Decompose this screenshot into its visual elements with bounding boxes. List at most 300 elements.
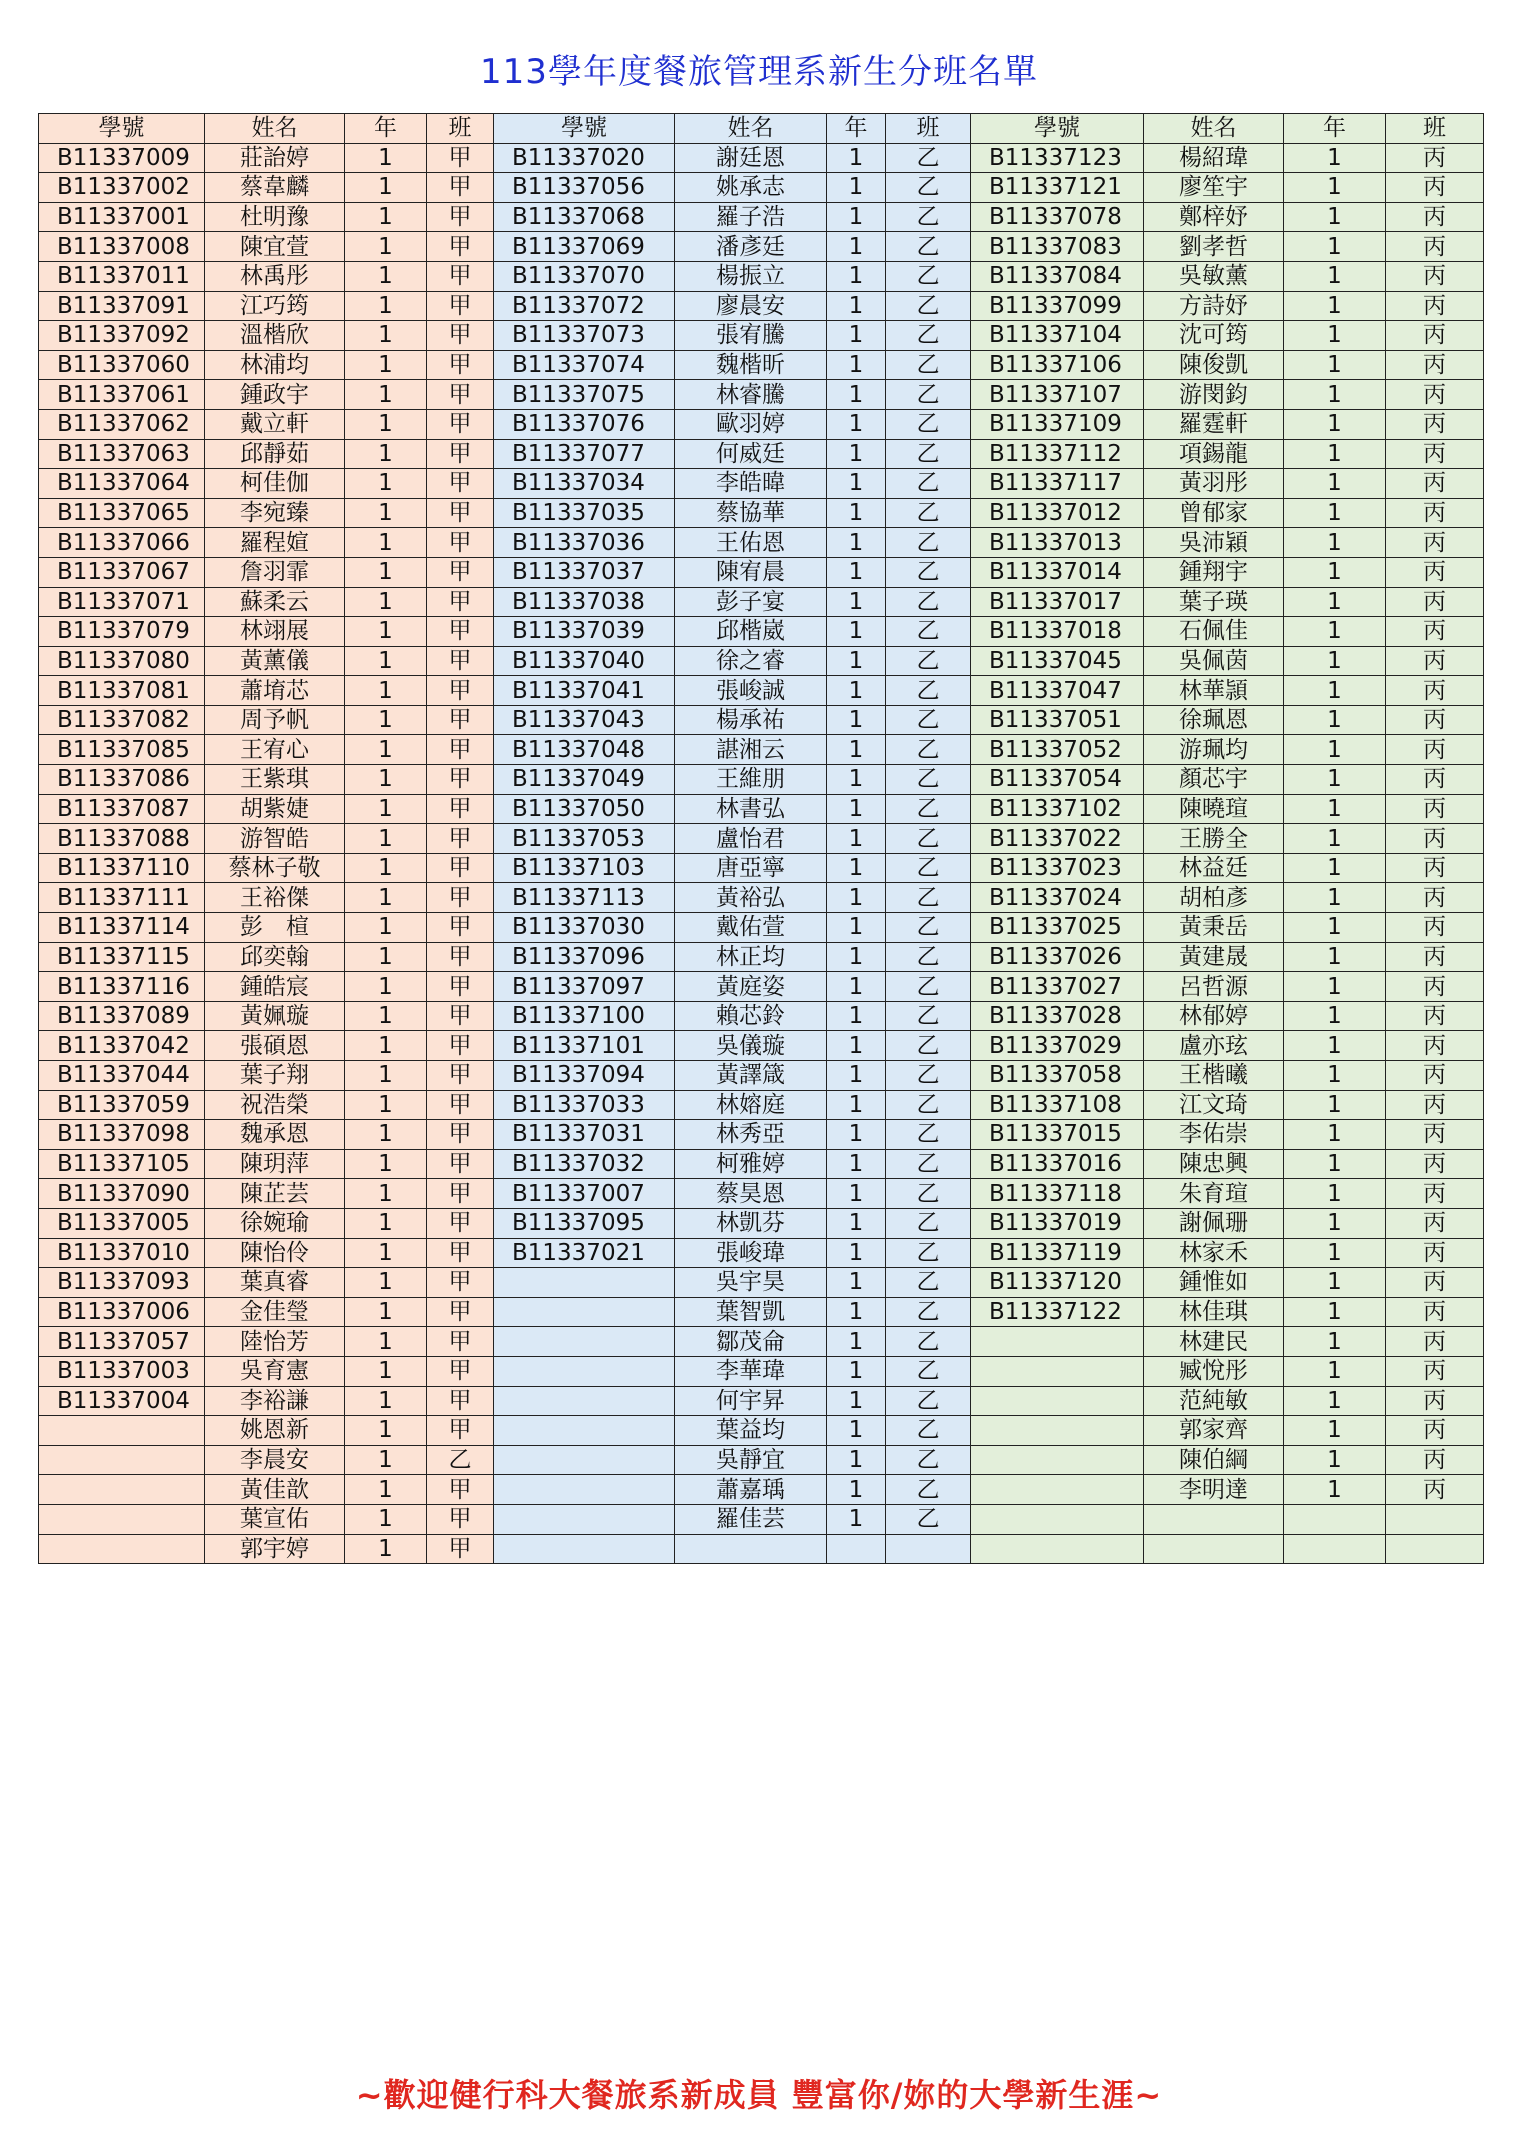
group-c-name-cell: 羅霆軒 bbox=[1144, 409, 1284, 439]
group-b-class-cell: 乙 bbox=[886, 853, 971, 883]
group-a-name-cell: 林禹彤 bbox=[205, 261, 345, 291]
group-a-class-cell: 甲 bbox=[427, 1327, 494, 1357]
group-b-year-cell: 1 bbox=[827, 853, 886, 883]
group-c-name-cell: 石佩佳 bbox=[1144, 617, 1284, 647]
group-a-year-cell: 1 bbox=[345, 853, 427, 883]
group-a-year-cell: 1 bbox=[345, 350, 427, 380]
group-a-class-cell: 甲 bbox=[427, 1504, 494, 1534]
group-b-student-id-cell bbox=[494, 1356, 675, 1386]
group-b-name-cell: 黃庭姿 bbox=[675, 972, 827, 1002]
group-b-class-cell: 乙 bbox=[886, 1268, 971, 1298]
group-a-year-cell: 1 bbox=[345, 1297, 427, 1327]
group-b-class-cell: 乙 bbox=[886, 705, 971, 735]
group-a-student-id-cell: B11337089 bbox=[39, 1001, 205, 1031]
group-c-student-id-cell: B11337025 bbox=[971, 913, 1144, 943]
group-a-name-cell: 柯佳伽 bbox=[205, 469, 345, 499]
group-c-year-cell: 1 bbox=[1284, 1327, 1386, 1357]
group-c-year-cell: 1 bbox=[1284, 646, 1386, 676]
group-c-name-cell: 陳俊凱 bbox=[1144, 350, 1284, 380]
table-row bbox=[39, 1386, 1484, 1416]
group-a-name-cell: 李晨安 bbox=[205, 1445, 345, 1475]
group-a-name-cell: 游智皓 bbox=[205, 824, 345, 854]
group-b-name-cell: 林正均 bbox=[675, 942, 827, 972]
group-c-class-cell: 丙 bbox=[1386, 883, 1484, 913]
group-a-year-cell: 1 bbox=[345, 261, 427, 291]
group-b-student-id-cell: B11337101 bbox=[494, 1031, 675, 1061]
group-a-class-cell: 甲 bbox=[427, 350, 494, 380]
group-c-name-cell: 項錫龍 bbox=[1144, 439, 1284, 469]
group-b-student-id-cell bbox=[494, 1416, 675, 1446]
group-a-student-id-cell: B11337044 bbox=[39, 1061, 205, 1091]
group-a-name-cell: 姚恩新 bbox=[205, 1416, 345, 1446]
group-c-class-cell: 丙 bbox=[1386, 261, 1484, 291]
group-c-student-id-cell: B11337109 bbox=[971, 409, 1144, 439]
group-b-name-cell: 潘彥廷 bbox=[675, 232, 827, 262]
group-c-class-cell: 丙 bbox=[1386, 972, 1484, 1002]
group-a-student-id-cell: B11337042 bbox=[39, 1031, 205, 1061]
group-c-year-cell: 1 bbox=[1284, 1031, 1386, 1061]
group-a-header-class: 班 bbox=[427, 114, 494, 144]
group-a-name-cell: 戴立軒 bbox=[205, 409, 345, 439]
group-a-class-cell: 甲 bbox=[427, 409, 494, 439]
group-a-student-id-cell: B11337059 bbox=[39, 1090, 205, 1120]
group-c-class-cell: 丙 bbox=[1386, 350, 1484, 380]
group-a-class-cell: 甲 bbox=[427, 1297, 494, 1327]
group-a-student-id-cell: B11337071 bbox=[39, 587, 205, 617]
group-b-class-cell: 乙 bbox=[886, 1386, 971, 1416]
group-a-name-cell: 陳芷芸 bbox=[205, 1179, 345, 1209]
group-a-year-cell: 1 bbox=[345, 1356, 427, 1386]
group-c-class-cell: 丙 bbox=[1386, 1386, 1484, 1416]
group-c-year-cell: 1 bbox=[1284, 676, 1386, 706]
group-b-class-cell: 乙 bbox=[886, 942, 971, 972]
group-c-year-cell: 1 bbox=[1284, 1297, 1386, 1327]
table-row bbox=[39, 498, 1484, 528]
group-b-year-cell: 1 bbox=[827, 1061, 886, 1091]
group-a-name-cell: 陳宜萱 bbox=[205, 232, 345, 262]
group-b-student-id-cell: B11337030 bbox=[494, 913, 675, 943]
group-c-name-cell bbox=[1144, 1504, 1284, 1534]
group-c-student-id-cell: B11337018 bbox=[971, 617, 1144, 647]
group-b-class-cell: 乙 bbox=[886, 173, 971, 203]
group-b-class-cell: 乙 bbox=[886, 350, 971, 380]
group-a-class-cell: 甲 bbox=[427, 1475, 494, 1505]
group-a-year-cell: 1 bbox=[345, 794, 427, 824]
group-c-year-cell: 1 bbox=[1284, 1001, 1386, 1031]
group-c-year-cell: 1 bbox=[1284, 972, 1386, 1002]
group-a-name-cell: 江巧筠 bbox=[205, 291, 345, 321]
group-c-student-id-cell: B11337019 bbox=[971, 1208, 1144, 1238]
group-a-student-id-cell: B11337009 bbox=[39, 143, 205, 173]
group-b-name-cell: 柯雅婷 bbox=[675, 1149, 827, 1179]
group-b-name-cell: 林睿騰 bbox=[675, 380, 827, 410]
group-c-name-cell: 游珮均 bbox=[1144, 735, 1284, 765]
table-row bbox=[39, 557, 1484, 587]
group-b-year-cell: 1 bbox=[827, 942, 886, 972]
group-b-year-cell: 1 bbox=[827, 232, 886, 262]
group-c-student-id-cell: B11337023 bbox=[971, 853, 1144, 883]
group-a-class-cell: 甲 bbox=[427, 1534, 494, 1564]
group-a-name-cell: 吳育憲 bbox=[205, 1356, 345, 1386]
group-c-name-cell: 鍾惟如 bbox=[1144, 1268, 1284, 1298]
group-b-student-id-cell bbox=[494, 1268, 675, 1298]
group-a-year-cell: 1 bbox=[345, 1268, 427, 1298]
group-b-student-id-cell: B11337020 bbox=[494, 143, 675, 173]
group-c-name-cell: 江文琦 bbox=[1144, 1090, 1284, 1120]
group-b-class-cell: 乙 bbox=[886, 913, 971, 943]
group-c-student-id-cell: B11337117 bbox=[971, 469, 1144, 499]
table-row bbox=[39, 1268, 1484, 1298]
group-b-student-id-cell: B11337007 bbox=[494, 1179, 675, 1209]
group-b-student-id-cell: B11337095 bbox=[494, 1208, 675, 1238]
group-c-class-cell: 丙 bbox=[1386, 765, 1484, 795]
group-b-student-id-cell: B11337096 bbox=[494, 942, 675, 972]
group-c-name-cell: 林郁婷 bbox=[1144, 1001, 1284, 1031]
group-b-name-cell: 彭子宴 bbox=[675, 587, 827, 617]
group-b-name-cell: 戴佑萱 bbox=[675, 913, 827, 943]
group-a-year-cell: 1 bbox=[345, 321, 427, 351]
table-row bbox=[39, 143, 1484, 173]
group-c-class-cell bbox=[1386, 1504, 1484, 1534]
group-b-year-cell: 1 bbox=[827, 1504, 886, 1534]
table-row bbox=[39, 853, 1484, 883]
group-c-student-id-cell: B11337022 bbox=[971, 824, 1144, 854]
group-a-name-cell: 林浦均 bbox=[205, 350, 345, 380]
group-b-student-id-cell: B11337094 bbox=[494, 1061, 675, 1091]
group-a-class-cell: 甲 bbox=[427, 1031, 494, 1061]
group-c-student-id-cell: B11337027 bbox=[971, 972, 1144, 1002]
group-a-student-id-cell: B11337105 bbox=[39, 1149, 205, 1179]
group-a-student-id-cell: B11337091 bbox=[39, 291, 205, 321]
group-c-class-cell: 丙 bbox=[1386, 794, 1484, 824]
table-row bbox=[39, 646, 1484, 676]
group-c-year-cell: 1 bbox=[1284, 1208, 1386, 1238]
group-c-student-id-cell: B11337108 bbox=[971, 1090, 1144, 1120]
group-c-class-cell: 丙 bbox=[1386, 735, 1484, 765]
group-b-student-id-cell: B11337049 bbox=[494, 765, 675, 795]
group-c-class-cell: 丙 bbox=[1386, 1208, 1484, 1238]
group-b-name-cell: 鄒茂侖 bbox=[675, 1327, 827, 1357]
group-b-student-id-cell: B11337043 bbox=[494, 705, 675, 735]
group-c-student-id-cell: B11337028 bbox=[971, 1001, 1144, 1031]
group-a-class-cell: 甲 bbox=[427, 439, 494, 469]
group-c-year-cell: 1 bbox=[1284, 1386, 1386, 1416]
group-c-class-cell: 丙 bbox=[1386, 1061, 1484, 1091]
group-b-class-cell: 乙 bbox=[886, 380, 971, 410]
table-row bbox=[39, 1356, 1484, 1386]
group-b-year-cell: 1 bbox=[827, 557, 886, 587]
group-c-year-cell: 1 bbox=[1284, 409, 1386, 439]
group-c-student-id-cell bbox=[971, 1475, 1144, 1505]
group-b-class-cell: 乙 bbox=[886, 528, 971, 558]
group-c-name-cell: 陳曉瑄 bbox=[1144, 794, 1284, 824]
group-a-name-cell: 羅程媗 bbox=[205, 528, 345, 558]
group-c-student-id-cell: B11337083 bbox=[971, 232, 1144, 262]
group-c-student-id-cell: B11337104 bbox=[971, 321, 1144, 351]
group-b-student-id-cell: B11337036 bbox=[494, 528, 675, 558]
group-c-year-cell: 1 bbox=[1284, 1416, 1386, 1446]
group-c-class-cell: 丙 bbox=[1386, 409, 1484, 439]
group-b-year-cell: 1 bbox=[827, 1475, 886, 1505]
group-a-name-cell: 郭宇婷 bbox=[205, 1534, 345, 1564]
group-c-header-name: 姓名 bbox=[1144, 114, 1284, 144]
group-c-student-id-cell: B11337051 bbox=[971, 705, 1144, 735]
group-b-student-id-cell: B11337100 bbox=[494, 1001, 675, 1031]
table-row bbox=[39, 1475, 1484, 1505]
group-c-year-cell: 1 bbox=[1284, 1090, 1386, 1120]
group-b-year-cell: 1 bbox=[827, 528, 886, 558]
group-a-student-id-cell: B11337080 bbox=[39, 646, 205, 676]
group-c-year-cell: 1 bbox=[1284, 1268, 1386, 1298]
group-a-class-cell: 甲 bbox=[427, 291, 494, 321]
group-c-class-cell: 丙 bbox=[1386, 173, 1484, 203]
group-a-student-id-cell: B11337110 bbox=[39, 853, 205, 883]
group-b-student-id-cell: B11337021 bbox=[494, 1238, 675, 1268]
group-b-name-cell: 何威廷 bbox=[675, 439, 827, 469]
group-a-name-cell: 王紫琪 bbox=[205, 765, 345, 795]
group-b-name-cell bbox=[675, 1534, 827, 1564]
group-c-name-cell: 游閔鈞 bbox=[1144, 380, 1284, 410]
group-a-student-id-cell: B11337006 bbox=[39, 1297, 205, 1327]
group-c-year-cell: 1 bbox=[1284, 1061, 1386, 1091]
group-b-name-cell: 歐羽婷 bbox=[675, 409, 827, 439]
group-b-class-cell: 乙 bbox=[886, 1356, 971, 1386]
group-b-class-cell: 乙 bbox=[886, 469, 971, 499]
group-c-name-cell: 廖笙宇 bbox=[1144, 173, 1284, 203]
group-b-name-cell: 陳宥晨 bbox=[675, 557, 827, 587]
group-a-class-cell: 甲 bbox=[427, 557, 494, 587]
group-b-name-cell: 張峻誠 bbox=[675, 676, 827, 706]
group-b-class-cell: 乙 bbox=[886, 232, 971, 262]
group-c-name-cell: 王楷曦 bbox=[1144, 1061, 1284, 1091]
group-c-year-cell: 1 bbox=[1284, 765, 1386, 795]
group-a-year-cell: 1 bbox=[345, 528, 427, 558]
group-b-class-cell: 乙 bbox=[886, 291, 971, 321]
group-c-student-id-cell: B11337099 bbox=[971, 291, 1144, 321]
group-a-student-id-cell: B11337060 bbox=[39, 350, 205, 380]
table-row bbox=[39, 1120, 1484, 1150]
group-a-name-cell: 陳玥萍 bbox=[205, 1149, 345, 1179]
group-c-name-cell: 黃建晟 bbox=[1144, 942, 1284, 972]
table-row bbox=[39, 1001, 1484, 1031]
group-b-class-cell: 乙 bbox=[886, 824, 971, 854]
group-a-name-cell: 周予帆 bbox=[205, 705, 345, 735]
group-b-student-id-cell: B11337034 bbox=[494, 469, 675, 499]
group-b-year-cell: 1 bbox=[827, 617, 886, 647]
group-a-year-cell: 1 bbox=[345, 587, 427, 617]
group-c-student-id-cell bbox=[971, 1445, 1144, 1475]
group-b-name-cell: 諶湘云 bbox=[675, 735, 827, 765]
group-b-name-cell: 羅子浩 bbox=[675, 202, 827, 232]
group-c-class-cell: 丙 bbox=[1386, 380, 1484, 410]
table-row bbox=[39, 469, 1484, 499]
group-a-name-cell: 杜明豫 bbox=[205, 202, 345, 232]
group-a-class-cell: 甲 bbox=[427, 202, 494, 232]
group-b-name-cell: 葉益均 bbox=[675, 1416, 827, 1446]
group-b-year-cell: 1 bbox=[827, 350, 886, 380]
group-c-name-cell: 陳伯綱 bbox=[1144, 1445, 1284, 1475]
group-a-name-cell: 蕭堉芯 bbox=[205, 676, 345, 706]
group-b-name-cell: 邱楷崴 bbox=[675, 617, 827, 647]
group-a-student-id-cell: B11337092 bbox=[39, 321, 205, 351]
group-c-class-cell: 丙 bbox=[1386, 1120, 1484, 1150]
table-row bbox=[39, 1534, 1484, 1564]
group-a-year-cell: 1 bbox=[345, 380, 427, 410]
group-a-name-cell: 蔡韋麟 bbox=[205, 173, 345, 203]
group-b-class-cell: 乙 bbox=[886, 1445, 971, 1475]
group-a-student-id-cell: B11337062 bbox=[39, 409, 205, 439]
group-a-name-cell: 彭 楦 bbox=[205, 913, 345, 943]
group-b-name-cell: 王佑恩 bbox=[675, 528, 827, 558]
group-b-name-cell: 何宇昇 bbox=[675, 1386, 827, 1416]
group-c-year-cell: 1 bbox=[1284, 469, 1386, 499]
group-c-year-cell bbox=[1284, 1534, 1386, 1564]
group-b-student-id-cell: B11337048 bbox=[494, 735, 675, 765]
group-c-name-cell: 林建民 bbox=[1144, 1327, 1284, 1357]
group-c-student-id-cell: B11337052 bbox=[971, 735, 1144, 765]
group-c-name-cell: 王勝全 bbox=[1144, 824, 1284, 854]
group-c-class-cell: 丙 bbox=[1386, 469, 1484, 499]
group-b-class-cell: 乙 bbox=[886, 202, 971, 232]
group-b-name-cell: 蔡協華 bbox=[675, 498, 827, 528]
group-b-student-id-cell: B11337068 bbox=[494, 202, 675, 232]
group-a-class-cell: 甲 bbox=[427, 321, 494, 351]
group-a-year-cell: 1 bbox=[345, 143, 427, 173]
group-c-student-id-cell: B11337013 bbox=[971, 528, 1144, 558]
welcome-footer: ~歡迎健行科大餐旅系新成員 豐富你/妳的大學新生涯~ bbox=[355, 2076, 1163, 2114]
group-a-student-id-cell: B11337003 bbox=[39, 1356, 205, 1386]
group-b-year-cell: 1 bbox=[827, 913, 886, 943]
group-a-student-id-cell: B11337088 bbox=[39, 824, 205, 854]
group-a-year-cell: 1 bbox=[345, 1416, 427, 1446]
group-c-name-cell: 林佳琪 bbox=[1144, 1297, 1284, 1327]
group-a-year-cell: 1 bbox=[345, 617, 427, 647]
table-row bbox=[39, 794, 1484, 824]
group-b-student-id-cell: B11337097 bbox=[494, 972, 675, 1002]
group-c-name-cell: 黃羽彤 bbox=[1144, 469, 1284, 499]
group-a-name-cell: 黃姵璇 bbox=[205, 1001, 345, 1031]
group-b-student-id-cell: B11337113 bbox=[494, 883, 675, 913]
group-b-class-cell: 乙 bbox=[886, 439, 971, 469]
group-c-class-cell: 丙 bbox=[1386, 705, 1484, 735]
group-a-name-cell: 李宛臻 bbox=[205, 498, 345, 528]
group-a-year-cell: 1 bbox=[345, 409, 427, 439]
group-b-year-cell: 1 bbox=[827, 972, 886, 1002]
table-row bbox=[39, 1504, 1484, 1534]
group-b-year-cell: 1 bbox=[827, 1268, 886, 1298]
group-a-name-cell: 李裕謙 bbox=[205, 1386, 345, 1416]
group-c-name-cell: 李佑崇 bbox=[1144, 1120, 1284, 1150]
group-b-class-cell: 乙 bbox=[886, 321, 971, 351]
header-row bbox=[39, 114, 1484, 144]
group-b-student-id-cell: B11337074 bbox=[494, 350, 675, 380]
group-c-class-cell: 丙 bbox=[1386, 321, 1484, 351]
group-b-name-cell: 廖晨安 bbox=[675, 291, 827, 321]
group-a-class-cell: 甲 bbox=[427, 705, 494, 735]
group-a-name-cell: 胡紫婕 bbox=[205, 794, 345, 824]
group-c-student-id-cell: B11337084 bbox=[971, 261, 1144, 291]
group-c-class-cell: 丙 bbox=[1386, 913, 1484, 943]
group-a-student-id-cell: B11337114 bbox=[39, 913, 205, 943]
table-row bbox=[39, 1445, 1484, 1475]
group-b-name-cell: 盧怡君 bbox=[675, 824, 827, 854]
table-row bbox=[39, 321, 1484, 351]
group-a-name-cell: 邱靜茹 bbox=[205, 439, 345, 469]
group-a-class-cell: 甲 bbox=[427, 1120, 494, 1150]
group-c-class-cell: 丙 bbox=[1386, 1356, 1484, 1386]
group-c-class-cell: 丙 bbox=[1386, 143, 1484, 173]
group-b-class-cell: 乙 bbox=[886, 1416, 971, 1446]
group-c-year-cell: 1 bbox=[1284, 587, 1386, 617]
group-c-class-cell: 丙 bbox=[1386, 1031, 1484, 1061]
group-b-name-cell: 葉智凱 bbox=[675, 1297, 827, 1327]
group-c-year-cell: 1 bbox=[1284, 232, 1386, 262]
group-a-name-cell: 陸怡芳 bbox=[205, 1327, 345, 1357]
group-b-name-cell: 謝廷恩 bbox=[675, 143, 827, 173]
group-b-name-cell: 黃譯箴 bbox=[675, 1061, 827, 1091]
group-c-name-cell: 吳佩茵 bbox=[1144, 646, 1284, 676]
group-b-student-id-cell: B11337035 bbox=[494, 498, 675, 528]
group-a-class-cell: 甲 bbox=[427, 173, 494, 203]
group-a-class-cell: 甲 bbox=[427, 143, 494, 173]
group-a-class-cell: 甲 bbox=[427, 1416, 494, 1446]
group-c-student-id-cell: B11337016 bbox=[971, 1149, 1144, 1179]
group-c-name-cell: 胡柏彥 bbox=[1144, 883, 1284, 913]
group-c-name-cell: 曾郁家 bbox=[1144, 498, 1284, 528]
group-c-class-cell: 丙 bbox=[1386, 1090, 1484, 1120]
group-c-year-cell: 1 bbox=[1284, 913, 1386, 943]
group-c-year-cell: 1 bbox=[1284, 291, 1386, 321]
group-b-student-id-cell: B11337077 bbox=[494, 439, 675, 469]
group-a-name-cell: 魏承恩 bbox=[205, 1120, 345, 1150]
group-c-year-cell bbox=[1284, 1504, 1386, 1534]
group-c-class-cell: 丙 bbox=[1386, 1297, 1484, 1327]
group-c-student-id-cell: B11337102 bbox=[971, 794, 1144, 824]
group-a-class-cell: 甲 bbox=[427, 1238, 494, 1268]
group-c-year-cell: 1 bbox=[1284, 824, 1386, 854]
table-row bbox=[39, 232, 1484, 262]
group-c-student-id-cell bbox=[971, 1327, 1144, 1357]
group-a-name-cell: 張碩恩 bbox=[205, 1031, 345, 1061]
group-a-student-id-cell bbox=[39, 1504, 205, 1534]
group-b-student-id-cell: B11337103 bbox=[494, 853, 675, 883]
group-a-name-cell: 徐婉瑜 bbox=[205, 1208, 345, 1238]
group-c-class-cell bbox=[1386, 1534, 1484, 1564]
group-a-student-id-cell: B11337115 bbox=[39, 942, 205, 972]
group-c-name-cell: 鍾翔宇 bbox=[1144, 557, 1284, 587]
group-b-student-id-cell bbox=[494, 1445, 675, 1475]
group-c-name-cell bbox=[1144, 1534, 1284, 1564]
group-b-name-cell: 吳靜宜 bbox=[675, 1445, 827, 1475]
group-b-year-cell bbox=[827, 1534, 886, 1564]
group-a-student-id-cell: B11337098 bbox=[39, 1120, 205, 1150]
group-c-name-cell: 郭家齊 bbox=[1144, 1416, 1284, 1446]
group-b-student-id-cell bbox=[494, 1475, 675, 1505]
group-a-year-cell: 1 bbox=[345, 1445, 427, 1475]
group-c-year-cell: 1 bbox=[1284, 321, 1386, 351]
group-c-name-cell: 林華頴 bbox=[1144, 676, 1284, 706]
group-b-year-cell: 1 bbox=[827, 173, 886, 203]
group-b-class-cell: 乙 bbox=[886, 1238, 971, 1268]
group-a-class-cell: 甲 bbox=[427, 676, 494, 706]
group-b-name-cell: 黃裕弘 bbox=[675, 883, 827, 913]
group-b-class-cell: 乙 bbox=[886, 765, 971, 795]
group-c-year-cell: 1 bbox=[1284, 705, 1386, 735]
group-b-name-cell: 唐亞寧 bbox=[675, 853, 827, 883]
group-c-class-cell: 丙 bbox=[1386, 232, 1484, 262]
group-b-year-cell: 1 bbox=[827, 646, 886, 676]
table-row bbox=[39, 291, 1484, 321]
